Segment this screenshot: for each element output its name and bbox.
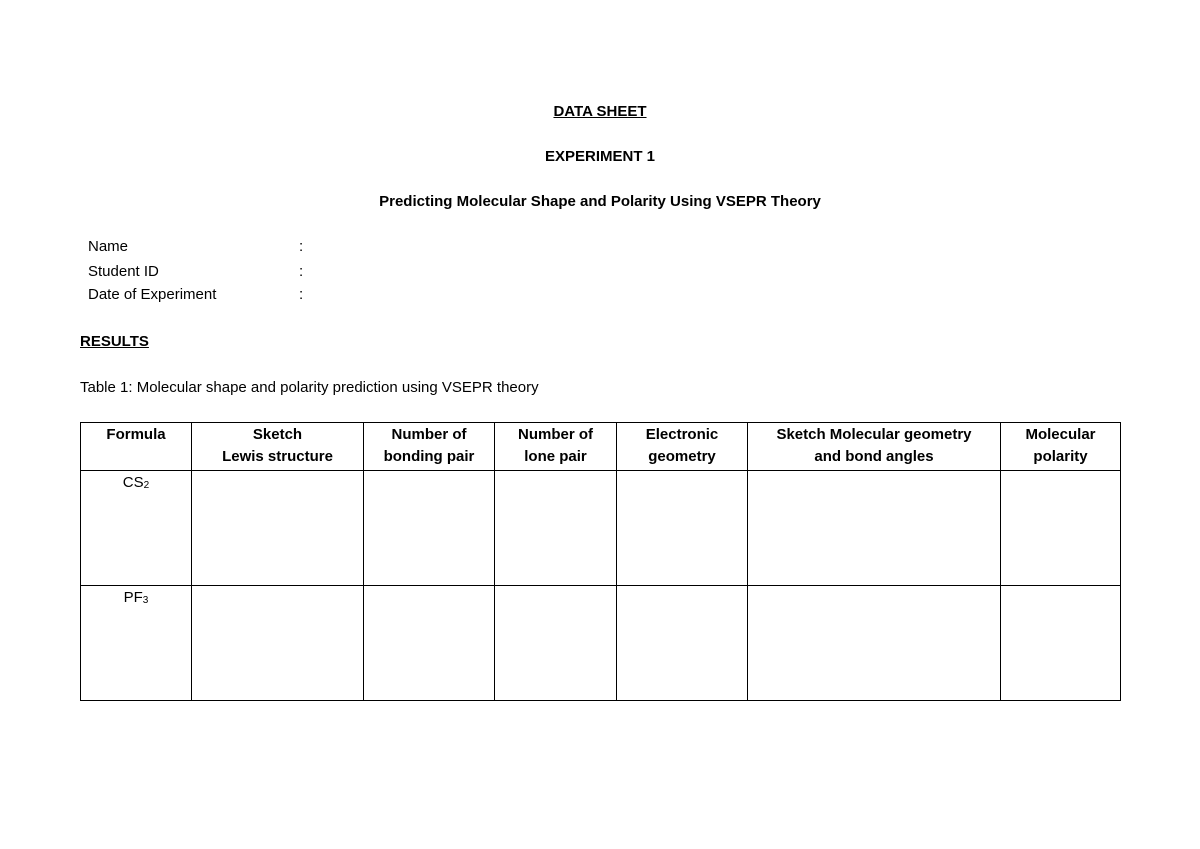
table-caption: Table 1: Molecular shape and polarity prediction using VSEPR theory — [80, 379, 539, 396]
header-line: Sketch — [252, 426, 303, 443]
header-line: bonding pair — [383, 448, 475, 465]
molecular-geometry-cell[interactable] — [748, 586, 1001, 701]
name-label: Name — [88, 238, 129, 255]
column-header-lone-pair — [495, 423, 617, 471]
molecular-geometry-cell[interactable] — [748, 471, 1001, 586]
lewis-structure-cell[interactable] — [192, 586, 364, 701]
table-row — [81, 586, 1121, 701]
page-title: DATA SHEET — [553, 103, 647, 120]
lone-pair-cell[interactable] — [495, 471, 617, 586]
results-heading: RESULTS — [80, 333, 149, 350]
student-id-label: Student ID — [88, 263, 159, 280]
formula-text: CS — [122, 474, 144, 491]
column-header-lewis-structure — [192, 423, 364, 471]
header-line: Number of — [518, 426, 593, 443]
column-header-molecular-polarity — [1001, 423, 1121, 471]
results-table — [80, 422, 1121, 701]
header-line: Sketch Molecular geometry — [776, 426, 972, 443]
header-line: Formula — [106, 426, 166, 443]
header-line: lone pair — [524, 448, 587, 465]
column-header-electronic-geometry — [617, 423, 748, 471]
bonding-pair-cell[interactable] — [364, 471, 495, 586]
formula-cell — [81, 471, 192, 586]
column-header-molecular-geometry — [748, 423, 1001, 471]
electronic-geometry-cell[interactable] — [617, 471, 748, 586]
header-line: Number of — [391, 426, 467, 443]
table-row — [81, 471, 1121, 586]
formula-subscript: 3 — [142, 595, 149, 606]
column-header-bonding-pair — [364, 423, 495, 471]
table-header-row — [81, 423, 1121, 471]
molecular-polarity-cell[interactable] — [1001, 586, 1121, 701]
date-label: Date of Experiment — [88, 286, 217, 303]
header-line: and bond angles — [814, 448, 934, 465]
lone-pair-cell[interactable] — [495, 586, 617, 701]
experiment-subtitle: Predicting Molecular Shape and Polarity Using VSEPR Theory — [379, 193, 821, 210]
header-line: polarity — [1033, 448, 1088, 465]
lewis-structure-cell[interactable] — [192, 471, 364, 586]
header-line: Molecular — [1025, 426, 1096, 443]
student-id-separator: : — [299, 263, 304, 280]
bonding-pair-cell[interactable] — [364, 586, 495, 701]
header-line: geometry — [648, 448, 716, 465]
formula-subscript: 2 — [143, 480, 150, 491]
name-separator: : — [299, 238, 304, 255]
formula-text: PF — [123, 589, 143, 606]
column-header-formula — [81, 423, 192, 471]
electronic-geometry-cell[interactable] — [617, 586, 748, 701]
header-line: Electronic — [645, 426, 719, 443]
molecular-polarity-cell[interactable] — [1001, 471, 1121, 586]
date-separator: : — [299, 286, 304, 303]
header-line: Lewis structure — [222, 448, 333, 465]
experiment-number: EXPERIMENT 1 — [544, 148, 656, 165]
formula-cell — [81, 586, 192, 701]
